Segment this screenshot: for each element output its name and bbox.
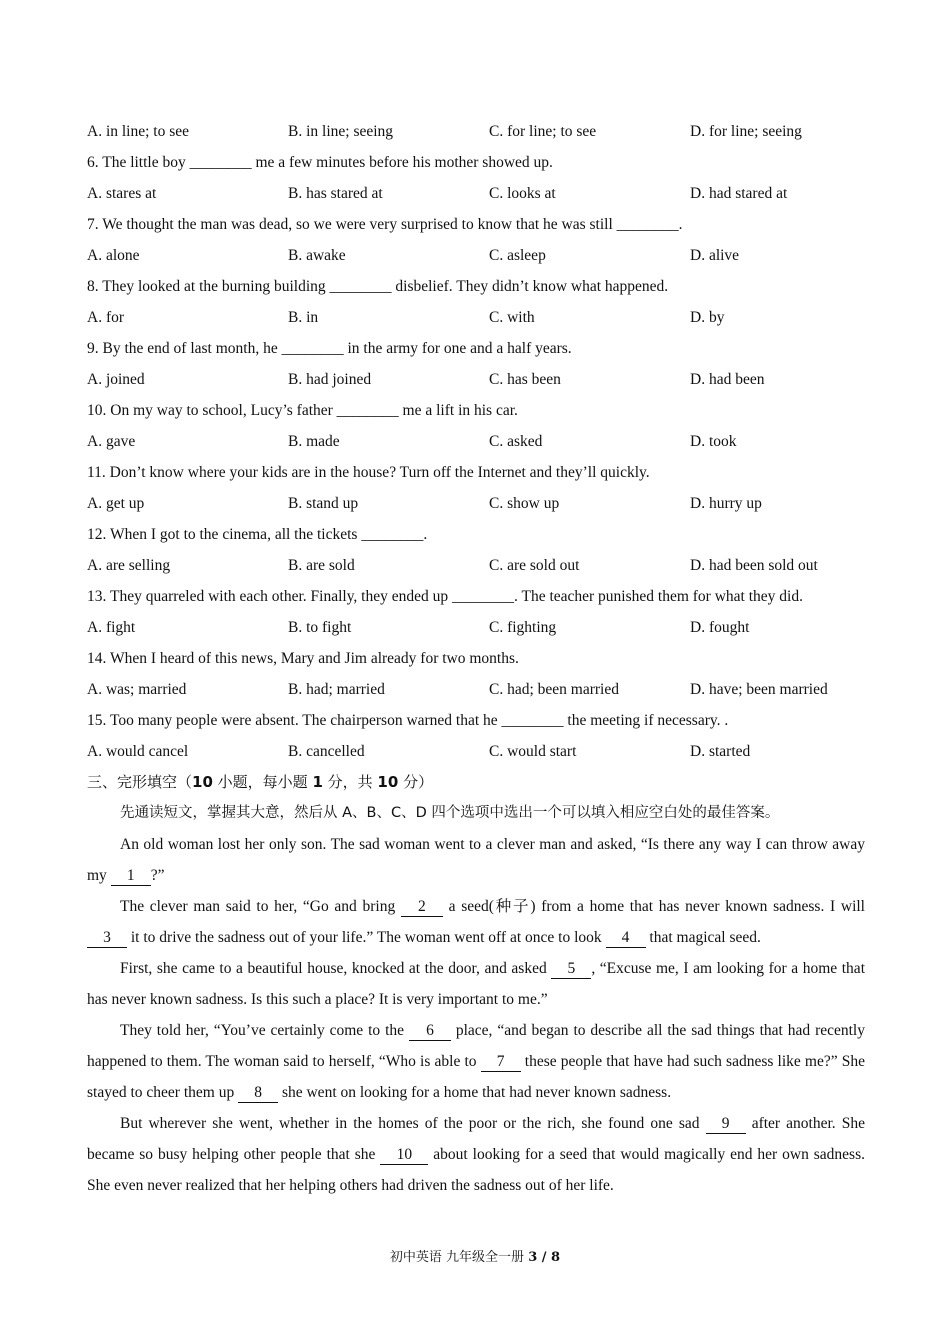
option-d: D. had been xyxy=(690,371,765,388)
question-7-stem: 7. We thought the man was dead, so we were very surprised to know that he was still ________. xyxy=(87,216,683,233)
question-14-options xyxy=(87,674,865,705)
option-d: D. started xyxy=(690,743,751,760)
option-b: B. had; married xyxy=(288,681,385,698)
option-c: C. has been xyxy=(489,371,561,388)
blank-7: 7 xyxy=(481,1053,521,1072)
option-a: A. are selling xyxy=(87,557,171,574)
section-heading-points: 1 xyxy=(312,773,323,791)
section-heading-text: 小题，每小题 xyxy=(212,773,313,791)
passage-text: after another. She became so busy helping other people that she xyxy=(87,1115,866,1163)
blank-6: 6 xyxy=(409,1022,451,1041)
question-6-options xyxy=(87,178,865,209)
question-10-options xyxy=(87,426,865,457)
question-6-stem: 6. The little boy ________ me a few minutes before his mother showed up. xyxy=(87,154,553,171)
option-c: C. fighting xyxy=(489,619,557,636)
option-d: D. had stared at xyxy=(690,185,788,202)
option-b: B. had joined xyxy=(288,371,372,388)
blank-3: 3 xyxy=(87,929,127,948)
passage-paragraph-5 xyxy=(87,1108,865,1201)
question-8-options xyxy=(87,302,865,333)
blank-9: 9 xyxy=(706,1115,746,1134)
question-5-options xyxy=(87,116,865,147)
option-c: C. for line; to see xyxy=(489,123,597,140)
option-a: A. for xyxy=(87,309,125,326)
question-7-options xyxy=(87,240,865,271)
section-instruction: 先通读短文，掌握其大意，然后从 A、B、C、D 四个选项中选出一个可以填入相应空白处的最佳答案。 xyxy=(120,805,780,821)
passage-text: about looking for a seed that would magically end her own sadness. She even never realized that her helping others had driven the sadness out of her life. xyxy=(87,1146,865,1194)
passage-text: But wherever she went, whether in the homes of the poor or the rich, she found one sad xyxy=(120,1115,706,1132)
option-d: D. have; been married xyxy=(690,681,828,698)
option-c: C. with xyxy=(489,309,535,326)
passage-text: , “Excuse me, I am looking for a home that has never known sadness. Is this such a place? It is very important to me.” xyxy=(87,960,865,1008)
option-a: A. would cancel xyxy=(87,743,189,760)
passage-paragraph-3 xyxy=(87,953,865,1015)
option-b: B. in line; seeing xyxy=(288,123,394,140)
option-c: C. had; been married xyxy=(489,681,619,698)
footer-text: 初中英语 九年级全一册 xyxy=(389,1250,529,1265)
section-heading-text: 分） xyxy=(398,773,434,791)
option-a: A. fight xyxy=(87,619,136,636)
passage-text: she went on looking for a home that had never known sadness. xyxy=(278,1084,672,1101)
section-heading-text: 三、完形填空（ xyxy=(87,773,193,791)
option-d: D. hurry up xyxy=(690,495,762,512)
blank-1: 1 xyxy=(111,867,151,886)
question-8-stem: 8. They looked at the burning building ________ disbelief. They didn’t know what happened. xyxy=(87,278,669,295)
passage-text: these people that have had such sadness like me?” She stayed to cheer them up xyxy=(87,1053,865,1101)
question-13-options xyxy=(87,612,865,643)
option-d: D. took xyxy=(690,433,737,450)
section-heading-count: 10 xyxy=(192,773,213,791)
passage-text: First, she came to a beautiful house, knocked at the door, and asked xyxy=(120,960,552,977)
option-b: B. made xyxy=(288,433,340,450)
question-15-options xyxy=(87,736,865,767)
blank-5: 5 xyxy=(551,960,591,979)
option-d: D. by xyxy=(690,309,725,326)
question-9-options xyxy=(87,364,865,395)
option-c: C. are sold out xyxy=(489,557,580,574)
blank-4: 4 xyxy=(606,929,646,948)
question-10-stem: 10. On my way to school, Lucy’s father ________ me a lift in his car. xyxy=(87,402,518,419)
option-c: C. show up xyxy=(489,495,560,512)
passage-text: that magical seed. xyxy=(645,929,761,946)
passage-paragraph-2 xyxy=(87,891,865,953)
option-a: A. in line; to see xyxy=(87,123,190,140)
passage-text: a seed(种子) from a home that has never known sadness. I will xyxy=(442,898,865,915)
option-a: A. was; married xyxy=(87,681,187,698)
option-c: C. asked xyxy=(489,433,543,450)
option-b: B. to fight xyxy=(288,619,352,636)
option-b: B. stand up xyxy=(288,495,359,512)
passage-paragraph-1 xyxy=(87,829,865,891)
question-9-stem: 9. By the end of last month, he ________ in the army for one and a half years. xyxy=(87,340,572,357)
option-c: C. asleep xyxy=(489,247,546,264)
option-b: B. in xyxy=(288,309,319,326)
question-12-options xyxy=(87,550,865,581)
option-b: B. are sold xyxy=(288,557,355,574)
passage-text: An old woman lost her only son. The sad woman went to a clever man and asked, “Is there any way I can throw away my xyxy=(87,836,865,884)
option-d: D. had been sold out xyxy=(690,557,818,574)
passage-paragraph-4 xyxy=(87,1015,865,1108)
option-a: A. alone xyxy=(87,247,140,264)
blank-8: 8 xyxy=(238,1084,278,1103)
option-c: C. would start xyxy=(489,743,577,760)
question-11-stem: 11. Don’t know where your kids are in the house? Turn off the Internet and they’ll quickly. xyxy=(87,464,650,481)
option-d: D. fought xyxy=(690,619,750,636)
option-b: B. has stared at xyxy=(288,185,383,202)
question-15-stem: 15. Too many people were absent. The chairperson warned that he ________ the meeting if necessary. . xyxy=(87,712,729,729)
page-number: 3 / 8 xyxy=(528,1250,561,1265)
option-a: A. gave xyxy=(87,433,136,450)
passage-text: place, “and began to describe all the sad things that had recently happened to them. The woman said to herself, “Who is able to xyxy=(87,1022,865,1070)
page-content xyxy=(87,116,865,1201)
option-b: B. awake xyxy=(288,247,346,264)
passage-text: it to drive the sadness out of your life.” The woman went off at once to look xyxy=(127,929,606,946)
option-a: A. get up xyxy=(87,495,145,512)
question-12-stem: 12. When I got to the cinema, all the tickets ________. xyxy=(87,526,428,543)
passage-text: The clever man said to her, “Go and bring xyxy=(120,898,401,915)
passage-text: ?” xyxy=(150,867,165,884)
page-footer xyxy=(0,1246,950,1265)
question-14-stem: 14. When I heard of this news, Mary and Jim already for two months. xyxy=(87,650,519,667)
option-a: A. stares at xyxy=(87,185,157,202)
section-heading-text: 分，共 xyxy=(322,773,378,791)
option-a: A. joined xyxy=(87,371,145,388)
passage-text: They told her, “You’ve certainly come to the xyxy=(120,1022,409,1039)
section-heading xyxy=(87,767,865,798)
option-c: C. looks at xyxy=(489,185,556,202)
blank-10: 10 xyxy=(380,1146,428,1165)
option-d: D. alive xyxy=(690,247,740,264)
question-11-options xyxy=(87,488,865,519)
option-d: D. for line; seeing xyxy=(690,123,802,140)
option-b: B. cancelled xyxy=(288,743,365,760)
section-heading-total: 10 xyxy=(377,773,399,791)
blank-2: 2 xyxy=(401,898,443,917)
question-13-stem: 13. They quarreled with each other. Finally, they ended up ________. The teacher punished them for what they did. xyxy=(87,588,803,605)
